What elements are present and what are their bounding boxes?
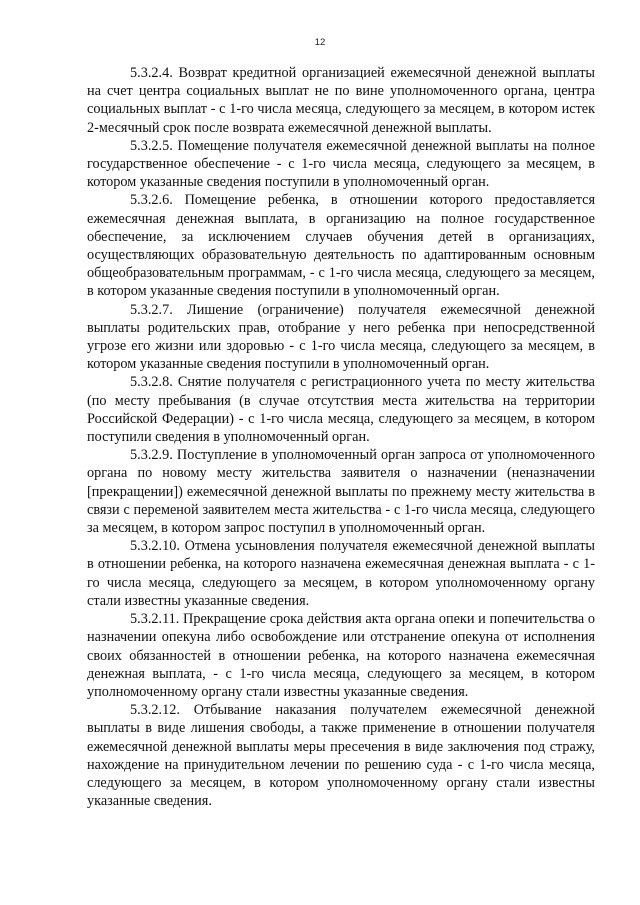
- paragraph-5-3-2-8: 5.3.2.8. Снятие получателя с регистрационного учета по месту жительства (по месту пребывания (в случае отсутствия места жительства на территории Российской Федерации) - с 1-го числа месяца, следующего за месяцем, в котором поступили сведения в уполномоченный орган.: [87, 374, 595, 446]
- paragraph-5-3-2-7: 5.3.2.7. Лишение (ограничение) получателя ежемесячной денежной выплаты родительских прав, отобрание у него ребенка при непосредственной угрозе его жизни или здоровью - с 1-го числа месяца, следующего за месяцем, в котором указанные сведения поступили в уполномоченный орган.: [87, 301, 595, 373]
- paragraph-5-3-2-9: 5.3.2.9. Поступление в уполномоченный орган запроса от уполномоченного органа по новому месту жительства заявителя о назначении (неназначении [прекращении]) ежемесячной денежной выплаты по прежнему месту жительства в связи с переменой заявителем места жительства - с 1-го числа месяца, следующего за месяцем, в котором запрос поступил в уполномоченный орган.: [87, 447, 595, 537]
- paragraph-5-3-2-5: 5.3.2.5. Помещение получателя ежемесячной денежной выплаты на полное государственное обеспечение - с 1-го числа месяца, следующего за месяцем, в котором указанные сведения поступили в уполномоченный орган.: [87, 137, 595, 191]
- paragraph-5-3-2-11: 5.3.2.11. Прекращение срока действия акта органа опеки и попечительства о назначении опекуна либо освобождение или отстранение опекуна от исполнения своих обязанностей в отношении ребенка, на которого назначена ежемесячная денежная выплата, - с 1-го числа месяца, следующего за месяцем, в котором уполномоченному органу стали известны указанные сведения.: [87, 611, 595, 700]
- document-body: [87, 64, 595, 810]
- paragraph-5-3-2-4: 5.3.2.4. Возврат кредитной организацией ежемесячной денежной выплаты на счет центра социальных выплат не по вине уполномоченного органа, центра социальных выплат - с 1-го числа месяца, следующего за месяцем, в котором истек 2-месячный срок после возврата ежемесячной денежной выплаты.: [87, 65, 595, 136]
- paragraph-5-3-2-6: 5.3.2.6. Помещение ребенка, в отношении которого предоставляется ежемесячная денежная выплата, в организацию на полное государственное обеспечение, за исключением случаев обучения детей в организациях, осуществляющих образовательную деятельность по адаптированным основным общеобразовательным программам, - с 1-го числа месяца, следующего за месяцем, в котором указанные сведения поступили в уполномоченный орган.: [87, 192, 595, 300]
- page-number: 12: [314, 37, 326, 48]
- paragraph-5-3-2-12: 5.3.2.12. Отбывание наказания получателем ежемесячной денежной выплаты в виде лишения свободы, а также применение в отношении получателя ежемесячной денежной выплаты меры пресечения в виде заключения под стражу, нахождение на принудительном лечении по решению суда - с 1-го числа месяца, следующего за месяцем, в котором уполномоченному органу стали известны указанные сведения.: [87, 702, 595, 810]
- paragraph-5-3-2-10: 5.3.2.10. Отмена усыновления получателя ежемесячной денежной выплаты в отношении ребенка, на которого назначена ежемесячная денежная выплата - с 1-го числа месяца, следующего за месяцем, в котором уполномоченному органу стали известны указанные сведения.: [87, 538, 595, 609]
